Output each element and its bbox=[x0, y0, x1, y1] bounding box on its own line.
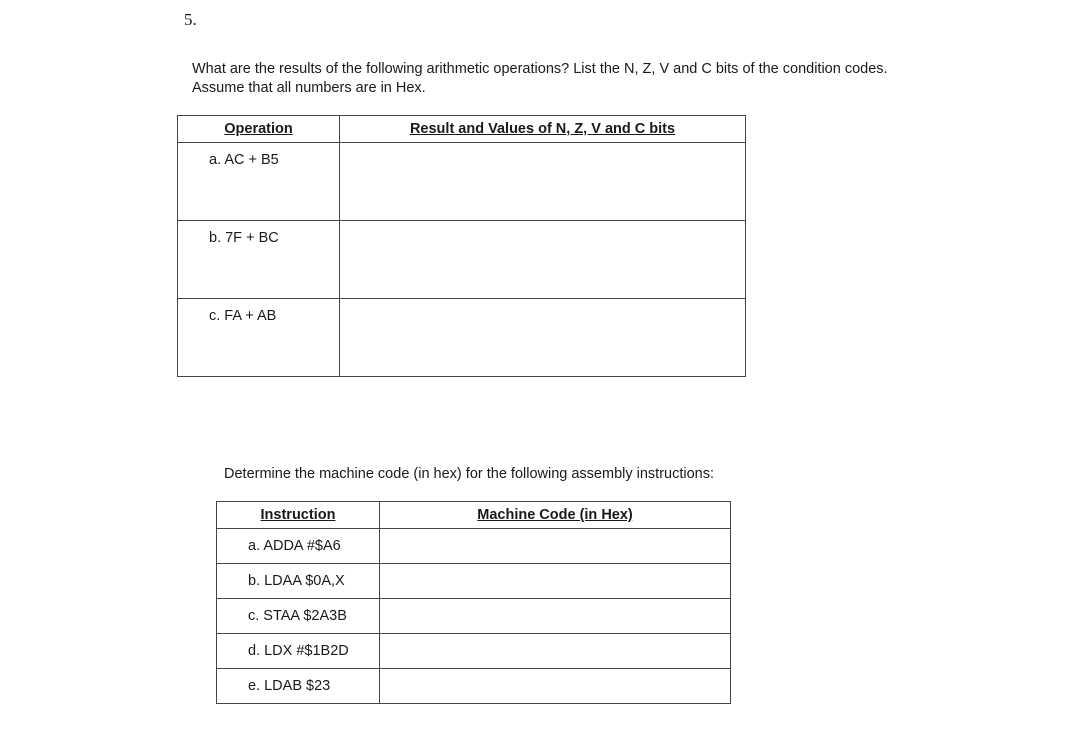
result-cell[interactable] bbox=[340, 221, 746, 299]
table-row bbox=[217, 634, 731, 669]
table-header-row bbox=[217, 502, 731, 529]
machine-code-cell[interactable] bbox=[380, 529, 731, 564]
instruction-header: Instruction bbox=[217, 502, 380, 529]
instruction-text: c. STAA $2A3B bbox=[248, 608, 347, 624]
table-row bbox=[217, 669, 731, 704]
instruction-cell bbox=[217, 669, 380, 704]
machine-code-cell[interactable] bbox=[380, 634, 731, 669]
instruction-text: b. LDAA $0A,X bbox=[248, 573, 345, 589]
table-header-row bbox=[178, 116, 746, 143]
operation-header: Operation bbox=[178, 116, 340, 143]
instruction-cell bbox=[217, 634, 380, 669]
result-text bbox=[340, 143, 745, 152]
table-row bbox=[217, 599, 731, 634]
result-text bbox=[340, 221, 745, 230]
instruction-text: e. LDAB $23 bbox=[248, 678, 331, 694]
operation-text: b. 7F + BC bbox=[209, 230, 279, 246]
operation-cell bbox=[178, 143, 340, 221]
table-row bbox=[217, 564, 731, 599]
table-row bbox=[178, 299, 746, 377]
operation-cell bbox=[178, 299, 340, 377]
result-text bbox=[340, 299, 745, 308]
result-header: Result and Values of N, Z, V and C bits bbox=[340, 116, 746, 143]
operation-text: a. AC + B5 bbox=[209, 152, 279, 168]
question-number: 5. bbox=[184, 10, 197, 29]
table-row bbox=[178, 221, 746, 299]
arithmetic-table bbox=[177, 115, 746, 377]
machine-code-cell[interactable] bbox=[380, 599, 731, 634]
result-cell[interactable] bbox=[340, 143, 746, 221]
instruction-cell bbox=[217, 599, 380, 634]
machine-code-header: Machine Code (in Hex) bbox=[380, 502, 731, 529]
table-row bbox=[178, 143, 746, 221]
operation-cell bbox=[178, 221, 340, 299]
instruction-text: d. LDX #$1B2D bbox=[248, 643, 349, 659]
operation-text: c. FA + AB bbox=[209, 308, 277, 324]
table-row bbox=[217, 529, 731, 564]
instruction-cell bbox=[217, 564, 380, 599]
result-cell[interactable] bbox=[340, 299, 746, 377]
instruction-text: a. ADDA #$A6 bbox=[248, 538, 341, 554]
arithmetic-prompt: What are the results of the following arithmetic operations? List the N, Z, V and C bits of the condition codes. Assume that all numbers are in Hex. bbox=[192, 61, 888, 96]
machine-code-table bbox=[216, 501, 731, 704]
machine-code-prompt: Determine the machine code (in hex) for the following assembly instructions: bbox=[224, 466, 715, 482]
machine-code-cell[interactable] bbox=[380, 564, 731, 599]
machine-code-cell[interactable] bbox=[380, 669, 731, 704]
instruction-cell bbox=[217, 529, 380, 564]
